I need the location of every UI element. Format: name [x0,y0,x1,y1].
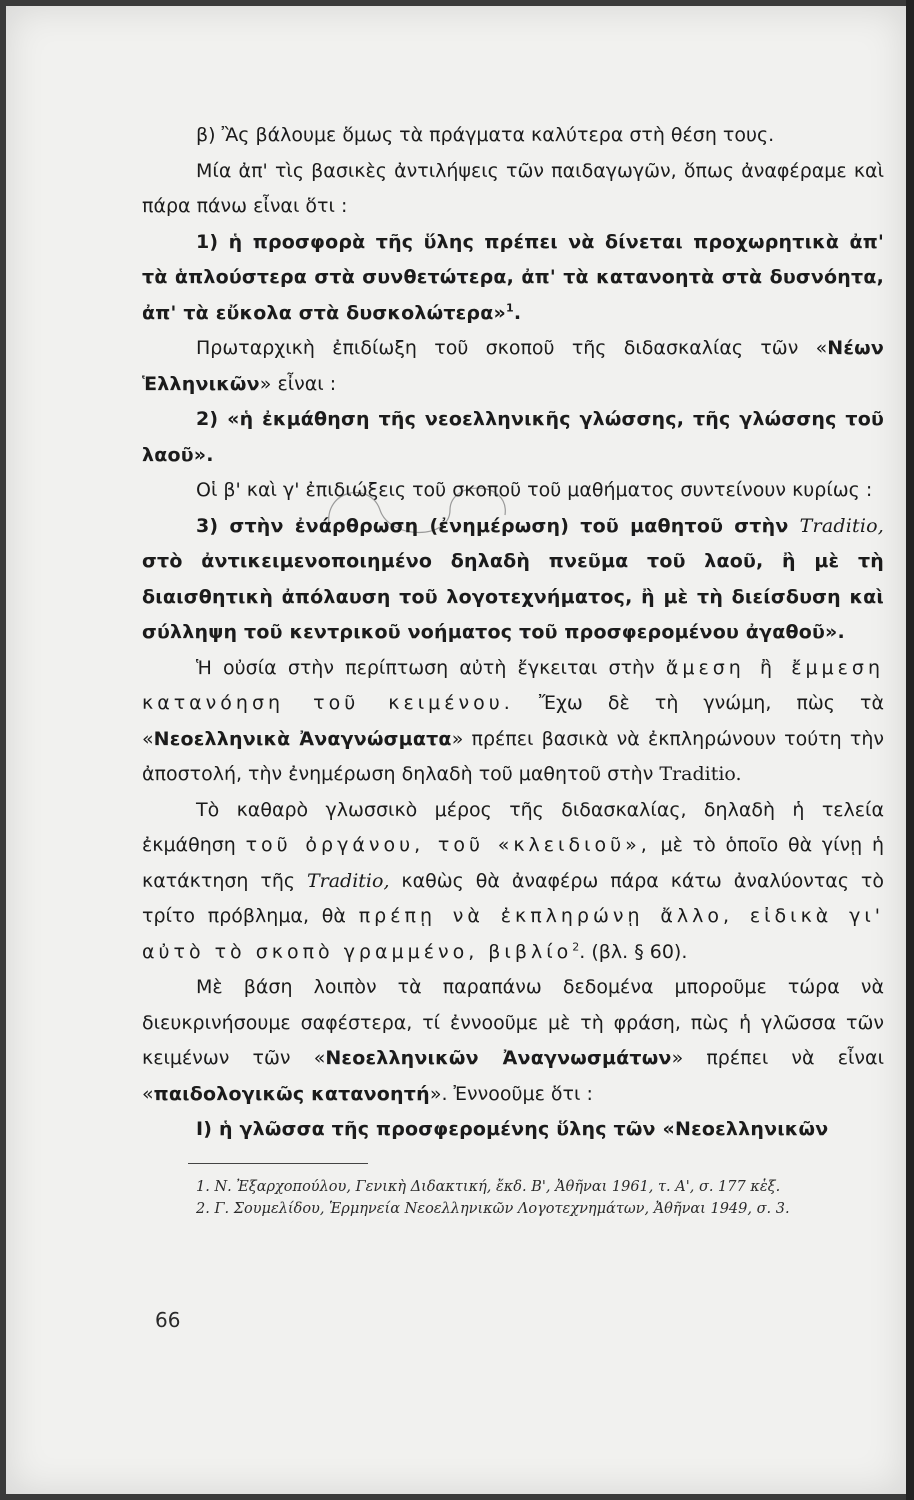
paragraph-3-c: » εἶναι : [259,372,337,395]
footnote-ref-1: 1 [505,301,514,315]
paragraph-6-c: μὲ τὸ ὁποῖο θὰ γίνῃ ἡ κατάκτηση τῆς [142,834,885,892]
quote-2: 2) «ἡ ἐκμάθηση τῆς νεοελληνικῆς γλώσσης, τῆς γλώσσης τοῦ λαοῦ». [142,408,884,466]
footnote-2: 2. Γ. Σουμελίδου, Ἑρμηνεία Νεοελληνικῶν Λογοτεχνημάτων, Ἀθῆναι 1949, σ. 3. [196,1201,790,1217]
paragraph-3-a: Πρωταρχικὴ ἐπιδίωξη τοῦ σκοποῦ τῆς διδασκαλίας τῶν « [196,337,828,359]
footnotes [142,1176,884,1220]
paragraph-7-e: ». Ἐννοοῦμε ὅτι : [429,1082,593,1105]
paragraph-5-bold: Νεοελληνικὰ Ἀναγνώσματα [153,727,452,750]
paragraph-1: β) Ἂς βάλουμε ὅμως τὰ πράγματα καλύτερα στὴ θέση τους. [196,124,775,146]
quote-4: I) ἡ γλῶσσα τῆς προσφερομένης ὕλης τῶν «Νεοελληνικῶν [196,1118,829,1140]
paragraph-6-a: Τὸ καθαρὸ γλωσσικὸ μέρος τῆς διδασκαλίας, δηλαδὴ ἡ τελεία ἐκμάθηση [142,798,884,856]
footnote-divider [188,1163,368,1164]
paragraph-7-a: Μὲ βάση λοιπὸν τὰ παραπάνω δεδομένα μποροῦμε τώρα νὰ διευκρινήσουμε σαφέστερα, τί ἐννοοῦμε μὲ τὴ φράση, πὼς ἡ γλῶσσα τῶν κειμένων τῶν « [142,976,884,1069]
paragraph-2: Μία ἀπ' τὶς βασικὲς ἀντιλήψεις τῶν παιδαγωγῶν, ὅπως ἀναφέραμε καὶ πάρα πάνω εἶναι ὅτι : [142,159,884,217]
paragraph-5 [142,651,884,793]
paragraph-5-e: » πρέπει βασικὰ νὰ ἐκπληρώνουν τούτη τὴν ἀποστολή, τὴν ἐνημέρωση δηλαδὴ τοῦ μαθητοῦ στὴν [142,727,884,785]
quote-1-text: 1) ἡ προσφορὰ τῆς ὕλης πρέπει νὰ δίνεται προχωρητικὰ ἀπ' τὰ ἁπλούστερα στὰ συνθετώτερα, ἀπ' τὰ κατανοητὰ στὰ δυσνόητα, ἀπ' τὰ εὔκολα στὰ δυσκολώτερα» [142,230,884,324]
page-number: 66 [155,1308,181,1332]
quote-1 [142,225,884,332]
paragraph-7-bold-2: παιδολογικῶς κατανοητή [153,1082,430,1105]
paragraph-7-bold-1: Νεοελληνικῶν Ἀναγνωσμάτων [325,1047,672,1069]
paragraph-5-traditio: Traditio. [659,763,742,785]
quote-3-a: 3) στὴν ἐνάρθρωση (ἐνημέρωση) τοῦ μαθητοῦ στὴν [196,514,800,537]
paragraph-6-spaced-1: τοῦ ὀργάνου, τοῦ «κλειδιοῦ», [245,834,651,856]
quote-3-traditio: Traditio, [799,514,884,537]
paragraph-6 [142,793,884,971]
paragraph-7 [142,970,884,1112]
paragraph-3-bold: Νέων Ἑλληνικῶν [142,337,884,395]
body-text [142,118,884,1148]
paragraph-3 [142,331,884,402]
page-edge [906,0,914,1500]
paragraph-6-e: καθὼς θὰ ἀναφέρω πάρα κάτω ἀναλύοντας τὸ τρίτο πρόβλημα, θὰ [142,869,884,927]
paragraph-5-c: Ἔχω δὲ τὴ γνώμη, πὼς τὰ « [142,692,884,750]
paragraph-5-a: Ἡ οὐσία στὴν περίπτωση αὐτὴ ἔγκειται στὴν [196,656,666,679]
quote-3 [142,509,884,651]
paragraph-7-c: » πρέπει νὰ εἶναι « [142,1047,885,1105]
paragraph-6-g: . (βλ. § 60). [579,940,688,963]
footnote-1: 1. Ν. Ἐξαρχοπούλου, Γενικὴ Διδακτική, ἔκδ. Β', Ἀθῆναι 1961, τ. Α', σ. 177 κἑξ. [196,1179,781,1195]
footnote-ref-2: 2 [572,940,580,954]
quote-1-end: . [513,301,522,324]
paragraph-6-spaced-2: πρέπῃ νὰ ἐκπληρώνῃ ἄλλο, εἰδικὰ γι' αὐτὸ τὸ σκοπὸ γραμμένο, βιβλίο [142,905,884,963]
paragraph-4: Οἱ β' καὶ γ' ἐπιδιώξεις τοῦ σκοποῦ τοῦ μαθήματος συντείνουν κυρίως : [196,479,873,501]
paragraph-6-traditio: Traditio, [306,869,390,892]
quote-3-c: στὸ ἀντικειμενοποιημένο δηλαδὴ πνεῦμα τοῦ λαοῦ, ἢ μὲ τὴ διαισθητικὴ ἀπόλαυση τοῦ λογοτεχνήματος, ἢ μὲ τὴ διείσδυση καὶ σύλληψη τοῦ κεντρικοῦ νοήματος τοῦ προσφερομένου ἀγαθοῦ». [142,550,884,643]
paragraph-5-spaced: ἄμεση ἢ ἔμμεση κατανόηση τοῦ κειμένου. [142,656,884,714]
